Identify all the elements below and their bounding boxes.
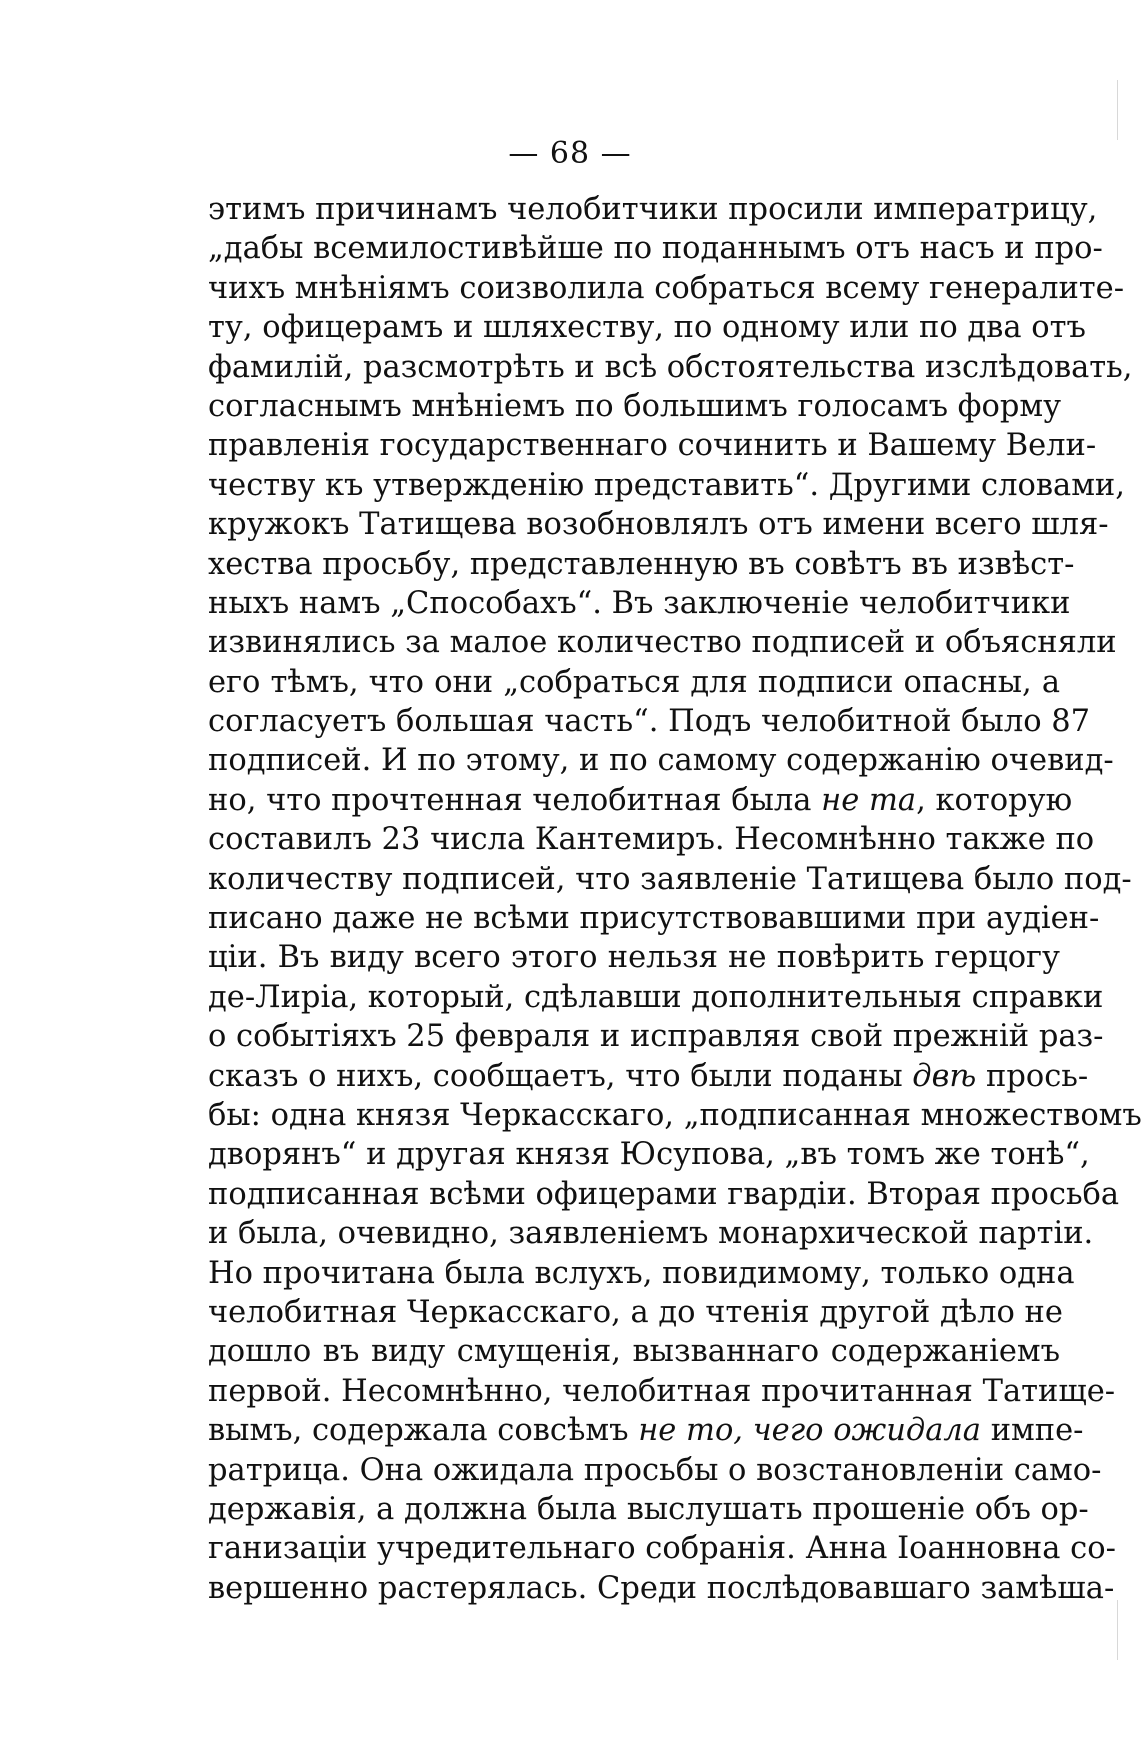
text-line: дворянъ“ и другая князя Юсупова, „въ томъ же тонѣ“, bbox=[208, 1137, 1090, 1173]
emphasis: не та bbox=[821, 782, 917, 818]
text-line: ганизаціи учредительнаго собранія. Анна Іоанновна со- bbox=[208, 1531, 1116, 1567]
text-line: извинялись за малое количество подписей и объясняли bbox=[208, 625, 1117, 661]
text-line: „дабы всемилостивѣйше по поданнымъ отъ насъ и про- bbox=[208, 231, 1103, 267]
text-line: о событіяхъ 25 февраля и исправляя свой прежній раз- bbox=[208, 1019, 1104, 1055]
text-line: державія, а должна была выслушать прошеніе объ ор- bbox=[208, 1491, 1089, 1527]
text-line: дошло въ виду смущенія, вызваннаго содержаніемъ bbox=[208, 1334, 1060, 1370]
body-text bbox=[208, 190, 1142, 1608]
text-line: Но прочитана была вслухъ, повидимому, только одна bbox=[208, 1255, 1075, 1291]
emphasis: не то, чего ожидала bbox=[638, 1413, 981, 1449]
emphasis: двѣ bbox=[912, 1058, 977, 1094]
text-line: фамилій, разсмотрѣть и всѣ обстоятельства изслѣдовать, bbox=[208, 349, 1133, 385]
text-line: ныхъ намъ „Способахъ“. Въ заключеніе челобитчики bbox=[208, 585, 1071, 621]
text-line: согласнымъ мнѣніемъ по большимъ голосамъ форму bbox=[208, 388, 1062, 424]
text-line: вымъ, содержала совсѣмъ не то, чего ожидала импе- bbox=[208, 1413, 1084, 1449]
text-line: челобитная Черкасскаго, а до чтенія другой дѣло не bbox=[208, 1294, 1063, 1330]
text-line: бы: одна князя Черкасскаго, „подписанная множествомъ bbox=[208, 1097, 1142, 1133]
text-line: первой. Несомнѣнно, челобитная прочитанная Татище- bbox=[208, 1373, 1116, 1409]
text-line: и была, очевидно, заявленіемъ монархической партіи. bbox=[208, 1216, 1094, 1252]
text-line: де-Лиріа, который, сдѣлавши дополнительныя справки bbox=[208, 979, 1104, 1015]
text-line: ту, офицерамъ и шляхеству, по одному или по два отъ bbox=[208, 310, 1086, 346]
text-line: правленія государственнаго сочинить и Вашему Вели- bbox=[208, 428, 1097, 464]
text-line: сказъ о нихъ, сообщаетъ, что были поданы двѣ прось- bbox=[208, 1058, 1089, 1094]
text-line: хества просьбу, представленную въ совѣтъ въ извѣст- bbox=[208, 546, 1075, 582]
page-number: — 68 — bbox=[508, 136, 632, 171]
text-line: чихъ мнѣніямъ соизволила собраться всему генералите- bbox=[208, 270, 1125, 306]
text-line: подписанная всѣми офицерами гвардіи. Вторая просьба bbox=[208, 1176, 1120, 1212]
text-line: подписей. И по этому, и по самому содержанію очевид- bbox=[208, 743, 1114, 779]
scan-edge-mark bbox=[1117, 1600, 1118, 1660]
text-line: честву къ утвержденію представить“. Другими словами, bbox=[208, 467, 1125, 503]
text-line: вершенно растерялась. Среди послѣдовавшаго замѣша- bbox=[208, 1570, 1115, 1606]
text-line: согласуетъ большая часть“. Подъ челобитной было 87 bbox=[208, 704, 1091, 740]
text-line: ратрица. Она ожидала просьбы о возстановленіи само- bbox=[208, 1452, 1102, 1488]
text-line: писано даже не всѣми присутствовавшими при аудіен- bbox=[208, 901, 1100, 937]
text-line: но, что прочтенная челобитная была не та, которую bbox=[208, 782, 1073, 818]
text-line: ціи. Въ виду всего этого нельзя не повѣрить герцогу bbox=[208, 940, 1060, 976]
text-line: кружокъ Татищева возобновлялъ отъ имени всего шля- bbox=[208, 507, 1109, 543]
text-line: количеству подписей, что заявленіе Татищева было под- bbox=[208, 861, 1132, 897]
text-line: этимъ причинамъ челобитчики просили императрицу, bbox=[208, 192, 1098, 227]
scan-edge-mark bbox=[1117, 80, 1118, 140]
text-line: его тѣмъ, что они „собраться для подписи опасны, а bbox=[208, 664, 1060, 700]
text-line: составилъ 23 числа Кантемиръ. Несомнѣнно также по bbox=[208, 822, 1095, 858]
